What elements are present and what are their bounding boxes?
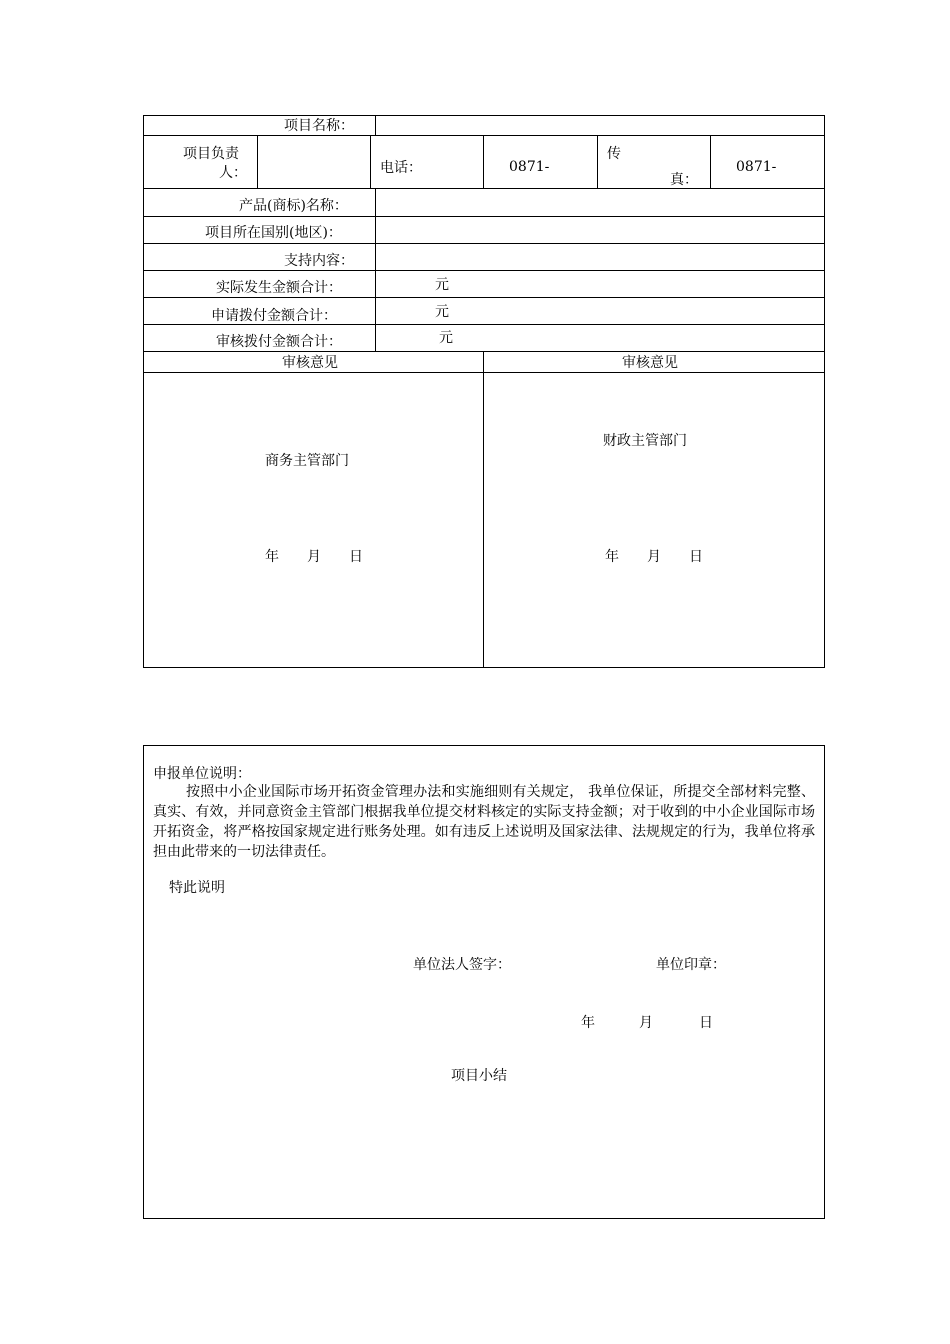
row-divider bbox=[143, 135, 825, 136]
row-divider bbox=[143, 216, 825, 217]
commerce-dept-label: 商务主管部门 bbox=[265, 453, 349, 469]
support-content-label: 支持内容： bbox=[284, 253, 354, 269]
actual-amount-unit: 元 bbox=[435, 277, 449, 293]
column-divider bbox=[597, 135, 598, 189]
project-summary-area[interactable] bbox=[145, 1090, 823, 1217]
column-divider bbox=[710, 135, 711, 189]
review-opinion-left-header: 审核意见 bbox=[282, 355, 338, 371]
fax-label-line2: 真： bbox=[670, 172, 698, 188]
declaration-date-day: 日 bbox=[699, 1015, 713, 1031]
commerce-date-month: 月 bbox=[307, 549, 321, 565]
apply-amount-label: 申请拨付金额合计： bbox=[211, 308, 337, 324]
fax-field[interactable]: 0871- bbox=[736, 159, 777, 175]
row-divider bbox=[143, 372, 825, 373]
legal-signature-label: 单位法人签字： bbox=[413, 957, 511, 973]
column-divider bbox=[375, 115, 376, 136]
project-name-label: 项目名称： bbox=[284, 118, 354, 134]
column-divider bbox=[257, 135, 258, 189]
phone-label: 电话： bbox=[380, 160, 422, 176]
column-divider bbox=[483, 351, 484, 668]
product-name-label: 产品(商标)名称： bbox=[239, 198, 348, 214]
finance-dept-label: 财政主管部门 bbox=[603, 433, 687, 449]
row-divider bbox=[143, 243, 825, 244]
row-divider bbox=[143, 324, 825, 325]
declaration-body: 按照中小企业国际市场开拓资金管理办法和实施细则有关规定， 我单位保证，所提交全部材料完整、真实、有效，并同意资金主管部门根据我单位提交材料核定的实际支持金额；对于收到的中小企业国际市场开拓资金，将严格按国家规定进行账务处理。如有违反上述说明及国家法律、法规规定的行为，我单位将承担由此带来的一切法律责任。 bbox=[153, 784, 815, 860]
finance-date-year: 年 bbox=[605, 549, 619, 565]
project-summary-title: 项目小结 bbox=[451, 1068, 507, 1084]
commerce-date-year: 年 bbox=[265, 549, 279, 565]
legal-signature-field[interactable] bbox=[520, 952, 640, 976]
declaration-title: 申报单位说明： bbox=[153, 766, 251, 782]
row-divider bbox=[143, 188, 825, 189]
country-label: 项目所在国别(地区)： bbox=[205, 225, 342, 241]
fax-label-line1: 传 bbox=[607, 146, 621, 162]
commerce-date-day: 日 bbox=[349, 549, 363, 565]
declaration-date-month: 月 bbox=[639, 1015, 653, 1031]
row-divider bbox=[143, 297, 825, 298]
column-divider bbox=[370, 135, 371, 189]
column-divider bbox=[375, 188, 376, 352]
finance-date-day: 日 bbox=[689, 549, 703, 565]
country-field[interactable] bbox=[377, 218, 823, 242]
project-leader-label-line1: 项目负责 bbox=[183, 146, 239, 162]
column-divider bbox=[483, 135, 484, 189]
review-opinion-right-header: 审核意见 bbox=[622, 355, 678, 371]
commerce-opinion-area[interactable] bbox=[145, 374, 482, 666]
phone-field[interactable]: 0871- bbox=[509, 159, 550, 175]
actual-amount-label: 实际发生金额合计： bbox=[216, 280, 342, 296]
apply-amount-unit: 元 bbox=[435, 304, 449, 320]
declaration-date-year: 年 bbox=[581, 1015, 595, 1031]
project-name-field[interactable] bbox=[377, 117, 823, 134]
review-amount-label: 审核拨付金额合计： bbox=[216, 334, 342, 350]
hereby-statement: 特此说明 bbox=[169, 880, 225, 896]
project-leader-label-line2: 人： bbox=[219, 165, 247, 181]
project-leader-field[interactable] bbox=[259, 137, 369, 187]
row-divider bbox=[143, 270, 825, 271]
review-amount-unit: 元 bbox=[439, 330, 453, 346]
support-content-field[interactable] bbox=[377, 245, 823, 269]
row-divider bbox=[143, 351, 825, 352]
finance-opinion-area[interactable] bbox=[485, 374, 823, 666]
finance-date-month: 月 bbox=[647, 549, 661, 565]
product-name-field[interactable] bbox=[377, 190, 823, 215]
unit-seal-label: 单位印章： bbox=[656, 957, 726, 973]
